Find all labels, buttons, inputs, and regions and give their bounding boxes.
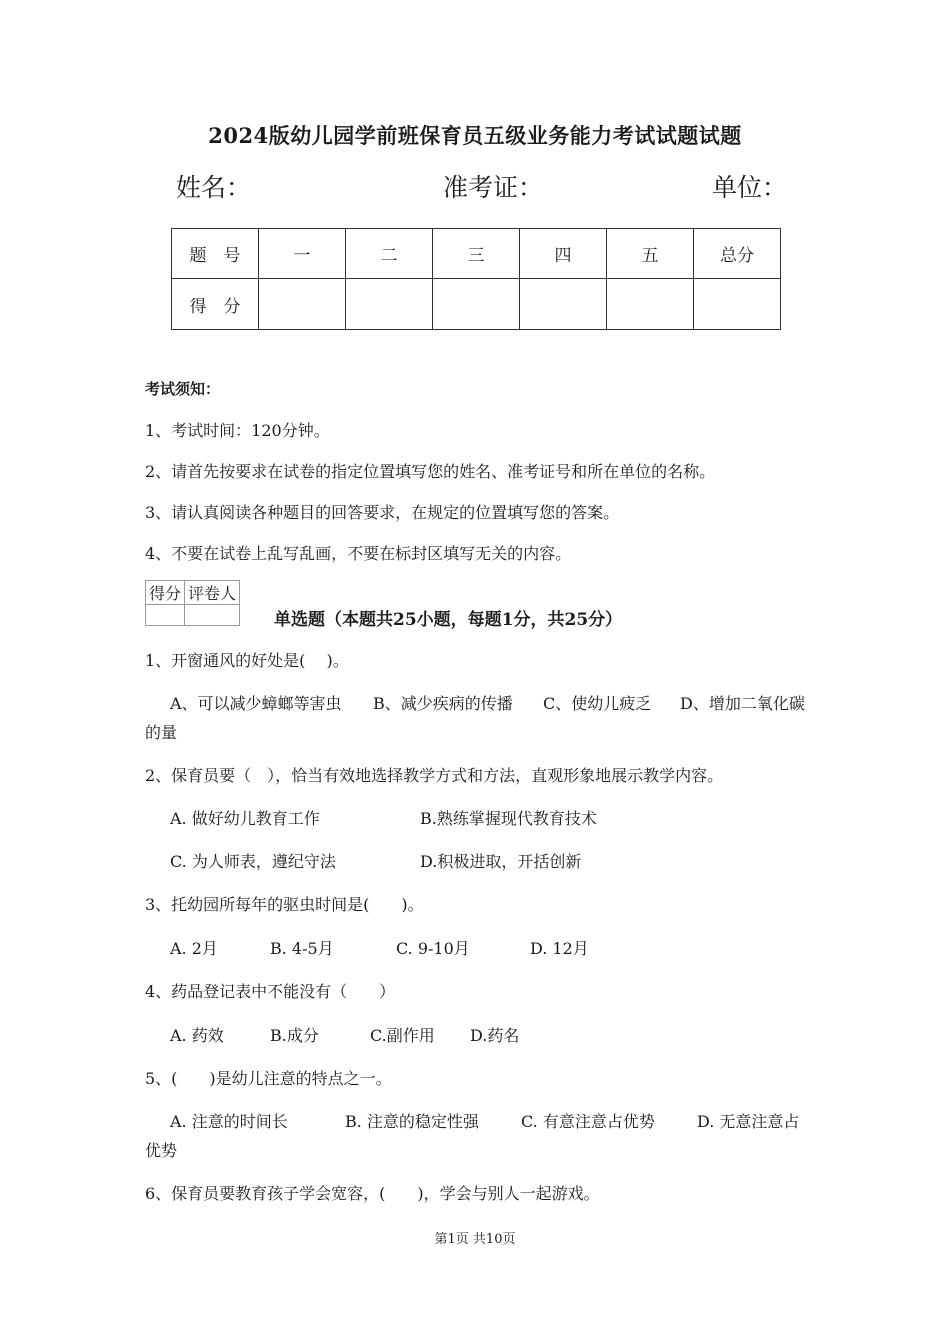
page-footer: 第1页 共10页 (434, 1232, 516, 1247)
option-d-continued: 的量 (145, 723, 178, 742)
unit-label: 单位： (712, 173, 788, 202)
grader-reviewer-cell[interactable] (185, 605, 240, 626)
score-input-cell[interactable] (520, 279, 607, 330)
score-header-cell: 总分 (694, 229, 781, 279)
grader-score-label: 得分 (146, 581, 185, 605)
option-d-continued: 优势 (145, 1141, 178, 1160)
option-a: A. 做好幼儿教育工作 (170, 809, 320, 828)
option-a: A. 2月 (170, 939, 218, 958)
option-b: B. 注意的稳定性强 (345, 1112, 479, 1131)
option-d: D. 无意注意占 (697, 1112, 800, 1131)
option-b: B.成分 (270, 1026, 319, 1045)
question-stem: 6、保育员要教育孩子学会宽容，( )，学会与别人一起游戏。 (145, 1184, 600, 1203)
score-row-label: 得 分 (172, 279, 259, 330)
option-d: D.积极进取，开括创新 (420, 852, 582, 871)
score-table (171, 228, 781, 330)
note-item: 4、不要在试卷上乱写乱画，不要在标封区填写无关的内容。 (145, 544, 572, 563)
name-label: 姓名： (176, 173, 252, 202)
score-header-cell: 题 号 (172, 229, 259, 279)
question-stem: 4、药品登记表中不能没有（ ） (145, 982, 396, 1001)
question-stem: 2、保育员要（ ），恰当有效地选择教学方式和方法，直观形象地展示教学内容。 (145, 766, 724, 785)
question-stem: 3、托幼园所每年的驱虫时间是( )。 (145, 895, 424, 914)
option-d: D.药名 (470, 1026, 520, 1045)
score-input-cell[interactable] (694, 279, 781, 330)
score-header-cell: 三 (433, 229, 520, 279)
option-b: B、减少疾病的传播 (373, 694, 513, 713)
question-stem: 5、( )是幼儿注意的特点之一。 (145, 1069, 392, 1088)
option-c: C. 9-10月 (396, 939, 470, 958)
grader-reviewer-label: 评卷人 (185, 581, 240, 605)
option-c: C.副作用 (370, 1026, 435, 1045)
option-d: D. 12月 (530, 939, 589, 958)
note-item: 3、请认真阅读各种题目的回答要求，在规定的位置填写您的答案。 (145, 503, 620, 522)
grader-score-cell[interactable] (146, 605, 185, 626)
option-c: C. 为人师表，遵纪守法 (170, 852, 336, 871)
score-header-cell: 四 (520, 229, 607, 279)
page-title: 2024版幼儿园学前班保育员五级业务能力考试试题试题 (208, 123, 742, 148)
note-item: 1、考试时间：120分钟。 (145, 421, 330, 440)
score-header-cell: 二 (346, 229, 433, 279)
score-header-cell: 一 (259, 229, 346, 279)
option-a: A. 药效 (170, 1026, 224, 1045)
option-b: B. 4-5月 (270, 939, 334, 958)
score-input-cell[interactable] (346, 279, 433, 330)
question-stem: 1、开窗通风的好处是( )。 (145, 651, 349, 670)
score-input-cell[interactable] (607, 279, 694, 330)
score-header-cell: 五 (607, 229, 694, 279)
option-a: A、可以减少蟑螂等害虫 (170, 694, 342, 713)
option-d: D、增加二氧化碳 (680, 694, 805, 713)
score-input-cell[interactable] (259, 279, 346, 330)
option-c: C. 有意注意占优势 (521, 1112, 655, 1131)
grader-box (145, 580, 240, 626)
exam-id-label: 准考证： (443, 173, 544, 202)
score-input-cell[interactable] (433, 279, 520, 330)
option-b: B.熟练掌握现代教育技术 (420, 809, 597, 828)
note-item: 2、请首先按要求在试卷的指定位置填写您的姓名、准考证号和所在单位的名称。 (145, 462, 716, 481)
section-title: 单选题（本题共25小题，每题1分，共25分） (274, 610, 623, 630)
option-c: C、使幼儿疲乏 (543, 694, 652, 713)
option-a: A. 注意的时间长 (170, 1112, 288, 1131)
notes-heading: 考试须知： (145, 380, 221, 398)
